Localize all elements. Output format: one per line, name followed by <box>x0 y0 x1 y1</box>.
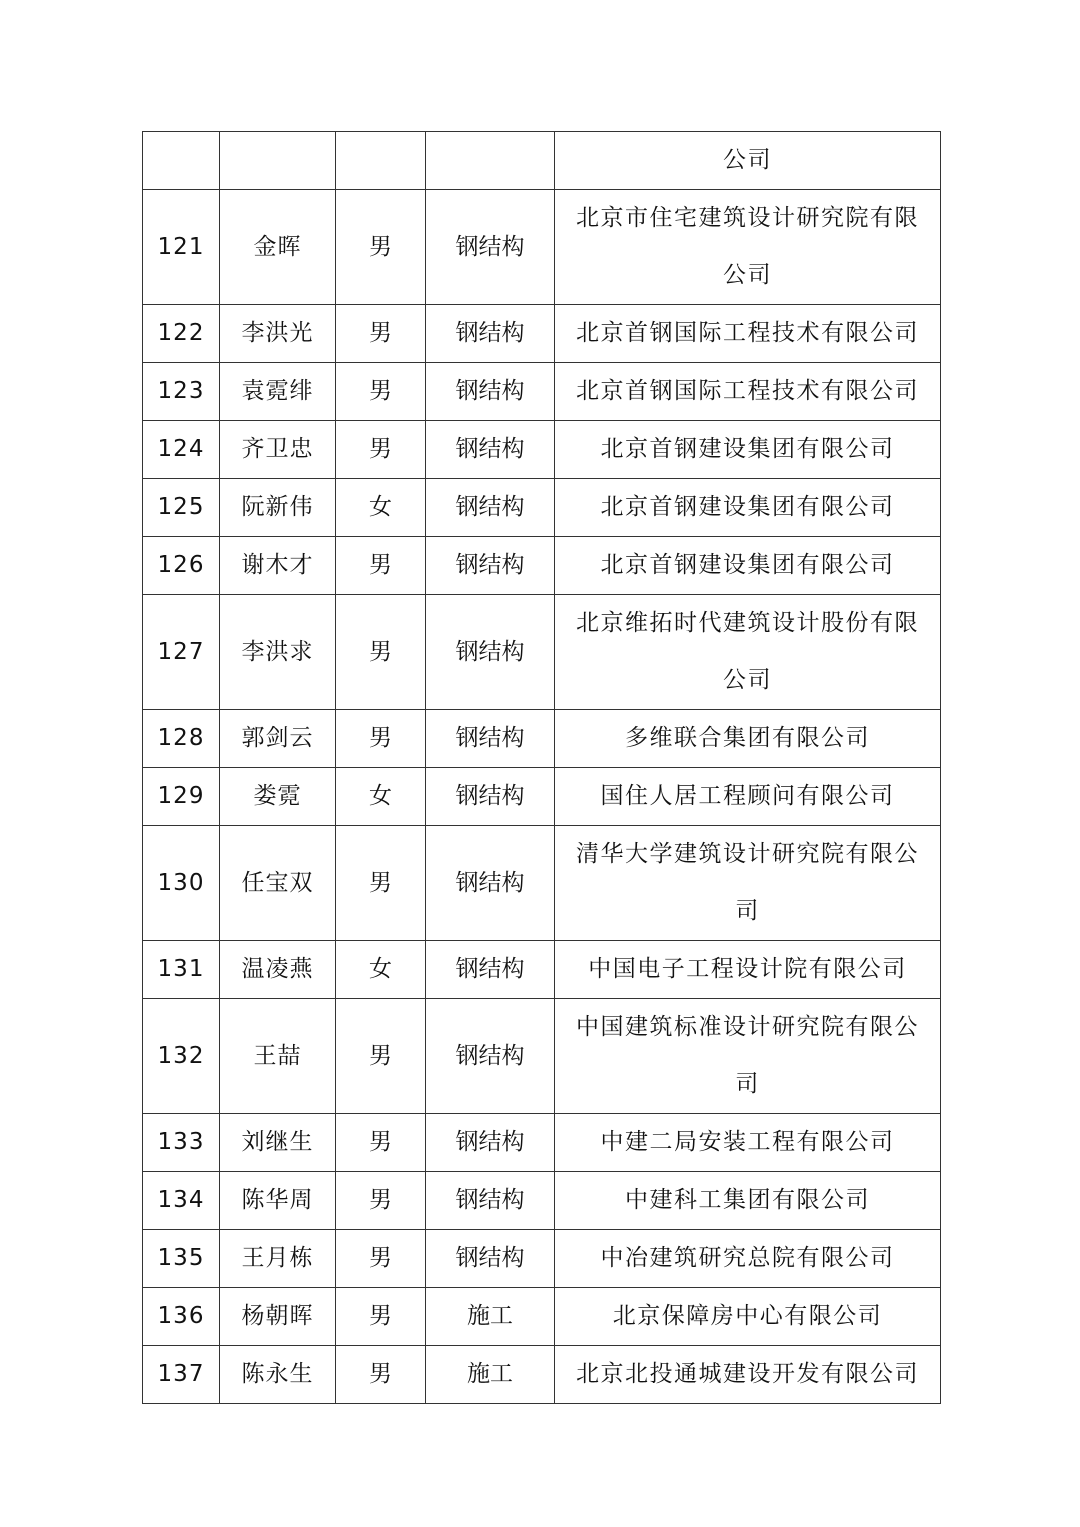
table-row <box>143 1346 941 1404</box>
cell-name: 阮新伟 <box>220 479 336 537</box>
cell-no: 126 <box>143 537 220 595</box>
table-row <box>143 421 941 479</box>
table-row <box>143 1114 941 1172</box>
table-row <box>143 941 941 999</box>
cell-gender: 男 <box>336 537 426 595</box>
cell-no: 132 <box>143 999 220 1114</box>
cell-gender: 男 <box>336 710 426 768</box>
cell-name: 郭剑云 <box>220 710 336 768</box>
cell-specialty: 钢结构 <box>426 305 555 363</box>
cell-gender: 男 <box>336 1288 426 1346</box>
cell-company: 北京市住宅建筑设计研究院有限公司 <box>555 190 941 305</box>
cell-company: 中冶建筑研究总院有限公司 <box>555 1230 941 1288</box>
cell-no: 134 <box>143 1172 220 1230</box>
cell-name: 陈华周 <box>220 1172 336 1230</box>
table-row <box>143 1230 941 1288</box>
cell-name: 刘继生 <box>220 1114 336 1172</box>
table-row <box>143 363 941 421</box>
cell-specialty: 钢结构 <box>426 421 555 479</box>
cell-specialty: 钢结构 <box>426 479 555 537</box>
cell-specialty: 钢结构 <box>426 190 555 305</box>
cell-no: 128 <box>143 710 220 768</box>
cell-name: 袁霓绯 <box>220 363 336 421</box>
cell-name: 王喆 <box>220 999 336 1114</box>
cell-no: 136 <box>143 1288 220 1346</box>
cell-company: 北京北投通城建设开发有限公司 <box>555 1346 941 1404</box>
table-body <box>143 132 941 1404</box>
cell-name: 杨朝晖 <box>220 1288 336 1346</box>
cell-company: 中国建筑标准设计研究院有限公司 <box>555 999 941 1114</box>
cell-company: 清华大学建筑设计研究院有限公司 <box>555 826 941 941</box>
cell-name: 温凌燕 <box>220 941 336 999</box>
cell-no: 129 <box>143 768 220 826</box>
cell-gender: 男 <box>336 999 426 1114</box>
cell-gender: 女 <box>336 768 426 826</box>
cell-no: 122 <box>143 305 220 363</box>
cell-gender: 男 <box>336 826 426 941</box>
cell-company: 中建二局安装工程有限公司 <box>555 1114 941 1172</box>
cell-name <box>220 132 336 190</box>
cell-gender: 男 <box>336 305 426 363</box>
cell-specialty: 钢结构 <box>426 537 555 595</box>
cell-gender: 男 <box>336 1230 426 1288</box>
cell-no: 130 <box>143 826 220 941</box>
cell-company: 北京首钢国际工程技术有限公司 <box>555 305 941 363</box>
cell-no: 127 <box>143 595 220 710</box>
table-row <box>143 537 941 595</box>
cell-specialty: 钢结构 <box>426 941 555 999</box>
cell-no: 121 <box>143 190 220 305</box>
table-row <box>143 999 941 1114</box>
table-row <box>143 826 941 941</box>
cell-company: 中国电子工程设计院有限公司 <box>555 941 941 999</box>
cell-company: 公司 <box>555 132 941 190</box>
cell-company: 国住人居工程顾问有限公司 <box>555 768 941 826</box>
cell-no: 131 <box>143 941 220 999</box>
cell-company: 北京首钢建设集团有限公司 <box>555 537 941 595</box>
continued-row <box>143 132 941 190</box>
table-row <box>143 768 941 826</box>
cell-no: 137 <box>143 1346 220 1404</box>
cell-company: 中建科工集团有限公司 <box>555 1172 941 1230</box>
cell-name: 任宝双 <box>220 826 336 941</box>
cell-no: 133 <box>143 1114 220 1172</box>
cell-gender: 男 <box>336 363 426 421</box>
table-row <box>143 305 941 363</box>
cell-name: 陈永生 <box>220 1346 336 1404</box>
cell-gender: 男 <box>336 421 426 479</box>
cell-no <box>143 132 220 190</box>
cell-specialty: 钢结构 <box>426 826 555 941</box>
cell-gender: 女 <box>336 479 426 537</box>
cell-gender: 男 <box>336 595 426 710</box>
cell-no: 125 <box>143 479 220 537</box>
cell-no: 123 <box>143 363 220 421</box>
cell-no: 135 <box>143 1230 220 1288</box>
table-row <box>143 1288 941 1346</box>
cell-gender: 男 <box>336 1114 426 1172</box>
cell-specialty: 钢结构 <box>426 710 555 768</box>
expert-list-table <box>142 131 941 1404</box>
cell-name: 齐卫忠 <box>220 421 336 479</box>
cell-gender <box>336 132 426 190</box>
cell-company: 北京维拓时代建筑设计股份有限公司 <box>555 595 941 710</box>
cell-gender: 男 <box>336 1346 426 1404</box>
cell-name: 娄霓 <box>220 768 336 826</box>
cell-specialty: 施工 <box>426 1288 555 1346</box>
cell-specialty <box>426 132 555 190</box>
cell-name: 王月栋 <box>220 1230 336 1288</box>
cell-no: 124 <box>143 421 220 479</box>
cell-name: 李洪光 <box>220 305 336 363</box>
cell-specialty: 钢结构 <box>426 1230 555 1288</box>
cell-specialty: 钢结构 <box>426 1172 555 1230</box>
table-row <box>143 190 941 305</box>
cell-specialty: 钢结构 <box>426 595 555 710</box>
table-row <box>143 479 941 537</box>
cell-company: 北京首钢国际工程技术有限公司 <box>555 363 941 421</box>
cell-gender: 女 <box>336 941 426 999</box>
cell-specialty: 钢结构 <box>426 999 555 1114</box>
cell-specialty: 钢结构 <box>426 1114 555 1172</box>
cell-gender: 男 <box>336 190 426 305</box>
table-row <box>143 595 941 710</box>
cell-company: 多维联合集团有限公司 <box>555 710 941 768</box>
cell-company: 北京保障房中心有限公司 <box>555 1288 941 1346</box>
table-row <box>143 710 941 768</box>
table-row <box>143 1172 941 1230</box>
cell-gender: 男 <box>336 1172 426 1230</box>
cell-company: 北京首钢建设集团有限公司 <box>555 421 941 479</box>
cell-name: 李洪求 <box>220 595 336 710</box>
cell-name: 金晖 <box>220 190 336 305</box>
cell-name: 谢木才 <box>220 537 336 595</box>
cell-specialty: 钢结构 <box>426 363 555 421</box>
cell-company: 北京首钢建设集团有限公司 <box>555 479 941 537</box>
cell-specialty: 钢结构 <box>426 768 555 826</box>
cell-specialty: 施工 <box>426 1346 555 1404</box>
